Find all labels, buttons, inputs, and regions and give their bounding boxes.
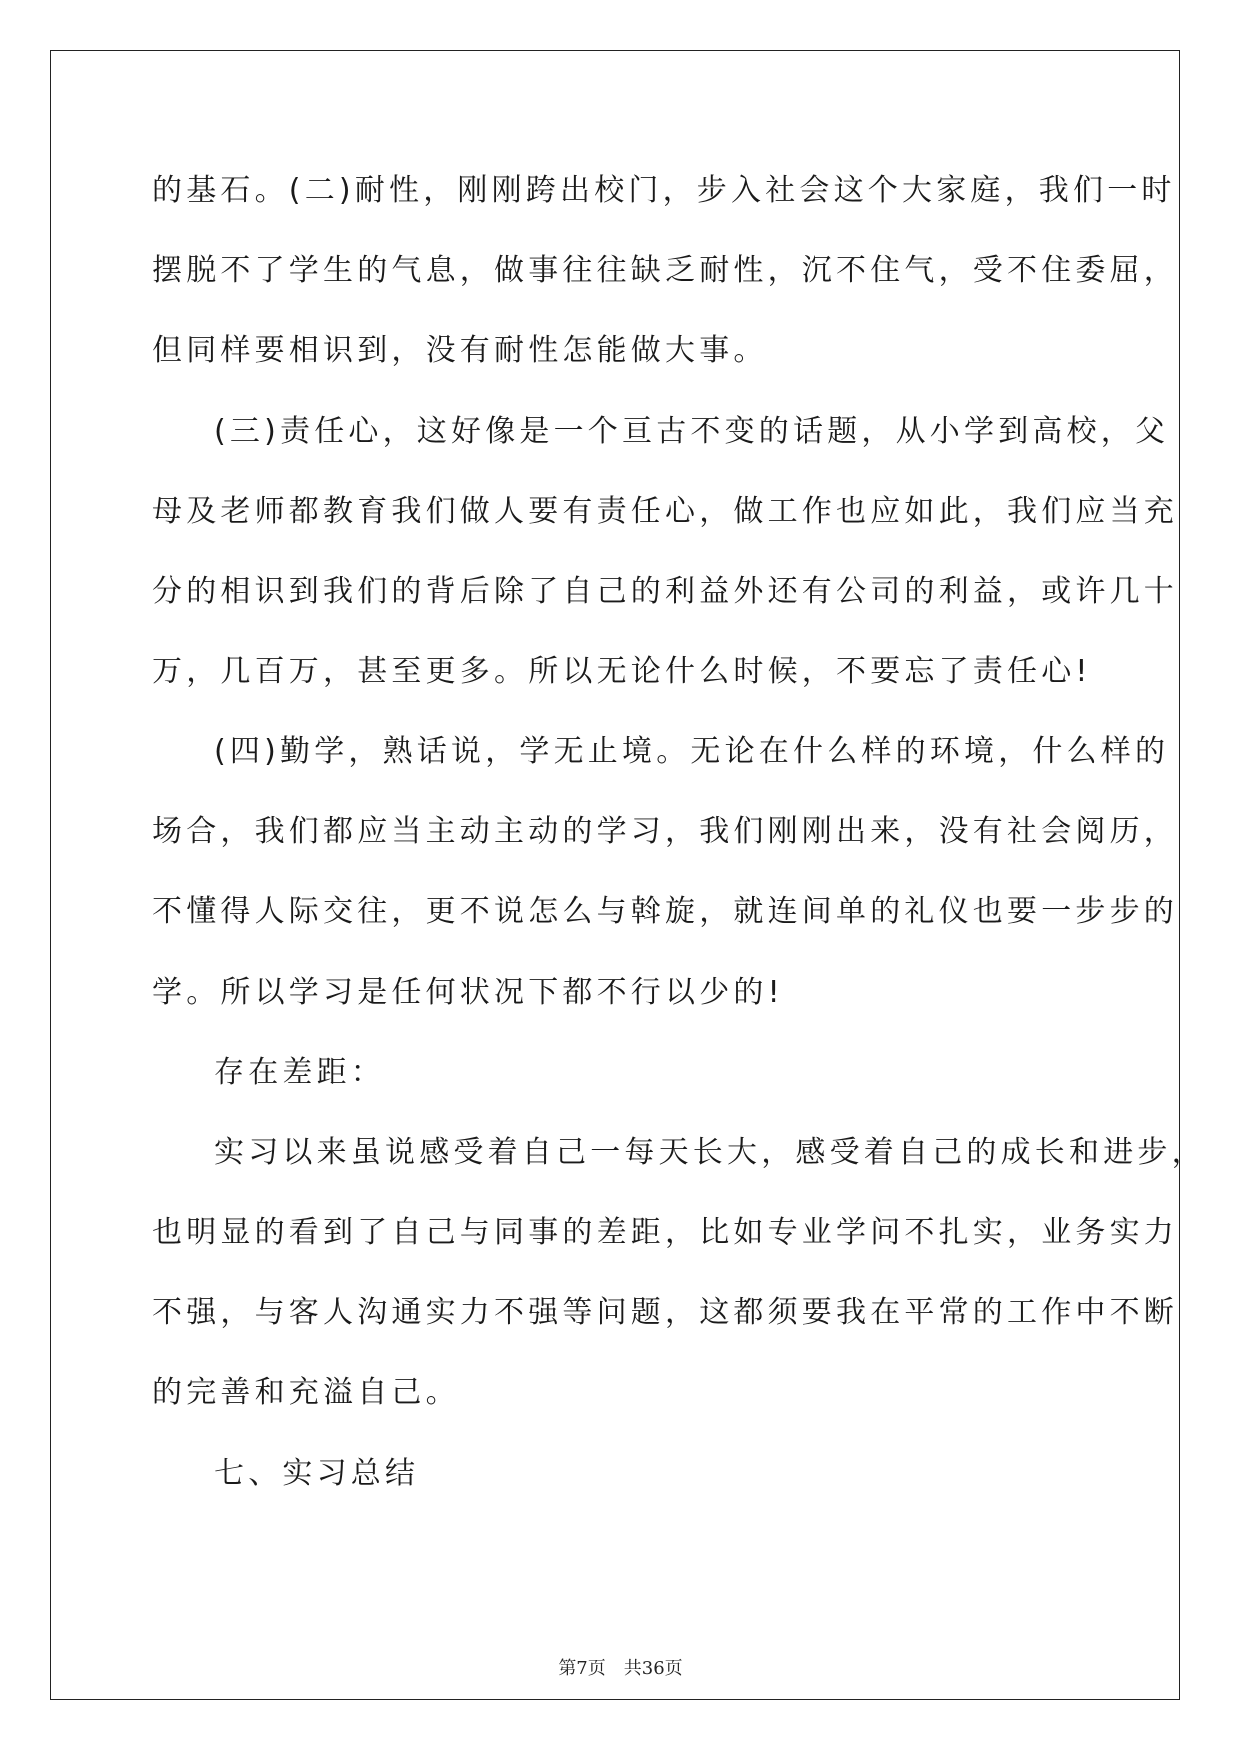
text-line: 也明显的看到了自己与同事的差距，比如专业学问不扎实，业务实力 <box>152 1215 1178 1250</box>
text-line: 万，几百万，甚至更多。所以无论什么时候，不要忘了责任心! <box>152 654 1092 689</box>
section-heading: 存在差距： <box>214 1055 385 1090</box>
text-line: 学。所以学习是任何状况下都不行以少的! <box>152 975 784 1010</box>
section-heading: 七、实习总结 <box>214 1456 420 1491</box>
text-line: 分的相识到我们的背后除了自己的利益外还有公司的利益，或许几十 <box>152 574 1178 609</box>
text-line: (四)勤学，熟话说，学无止境。无论在什么样的环境，什么样的 <box>214 734 1170 769</box>
page-border <box>50 50 1180 1700</box>
page-number: 第7页 共36页 <box>558 1658 683 1679</box>
text-line: 的基石。(二)耐性，刚刚跨出校门，步入社会这个大家庭，我们一时 <box>152 173 1176 208</box>
text-line: 但同样要相识到，没有耐性怎能做大事。 <box>152 333 768 368</box>
text-line: 不强，与客人沟通实力不强等问题，这都须要我在平常的工作中不断 <box>152 1295 1178 1330</box>
text-line: 摆脱不了学生的气息，做事往往缺乏耐性，沉不住气，受不住委屈， <box>152 253 1178 288</box>
text-line: 不懂得人际交往，更不说怎么与斡旋，就连间单的礼仪也要一步步的 <box>152 894 1178 929</box>
text-line: 的完善和充溢自己。 <box>152 1375 460 1410</box>
text-line: (三)责任心，这好像是一个亘古不变的话题，从小学到高校，父 <box>214 414 1170 449</box>
text-line: 实习以来虽说感受着自己一每天长大，感受着自己的成长和进步， <box>214 1135 1206 1170</box>
text-line: 母及老师都教育我们做人要有责任心，做工作也应如此，我们应当充 <box>152 494 1178 529</box>
text-line: 场合，我们都应当主动主动的学习，我们刚刚出来，没有社会阅历， <box>152 814 1178 849</box>
